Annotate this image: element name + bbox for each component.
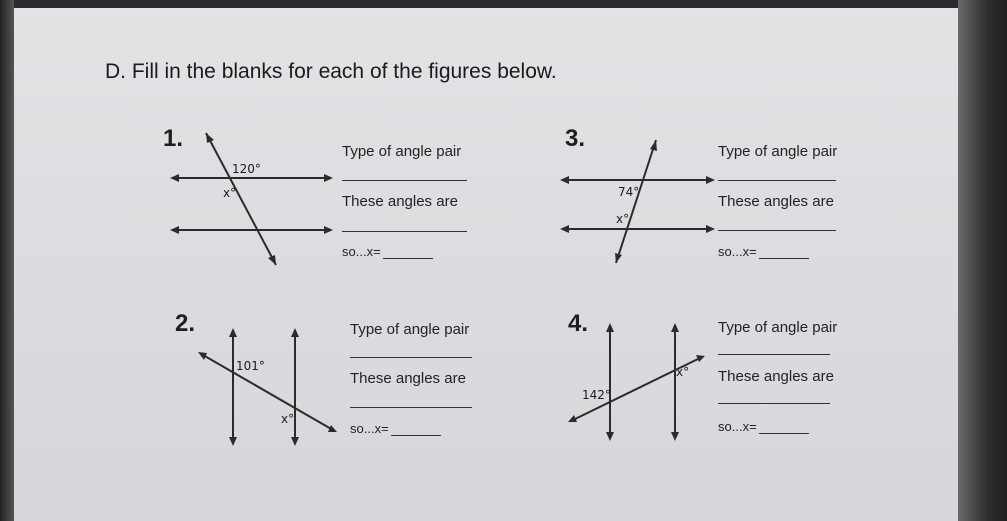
arrowhead [706,176,715,184]
arrowhead [671,323,679,332]
angle-label: 101° [236,359,265,373]
problem-1-figure [170,125,340,275]
arrowhead [291,437,299,446]
answer-blank[interactable] [759,422,809,434]
variable-label: x° [281,412,295,426]
these-blank[interactable] [342,231,467,232]
variable-label: x° [223,186,237,200]
arrowhead [650,140,657,151]
type-blank[interactable] [350,357,472,358]
problem-4-figure [565,320,715,445]
arrowhead [229,437,237,446]
arrowhead [560,225,569,233]
problem-1-number: 1. [163,125,184,152]
angle-label: 120° [232,162,261,176]
type-prompt: Type of angle pair [342,143,462,160]
background-left [0,0,14,521]
background-right [958,0,1007,521]
arrowhead [615,253,622,263]
transversal [206,133,276,265]
problem-4-number: 4. [568,310,589,337]
arrowhead [206,133,214,143]
problem-2-number: 2. [175,310,196,337]
arrowhead [268,255,276,265]
these-prompt: These angles are [718,368,834,385]
transversal [203,355,333,430]
arrowhead [671,432,679,441]
answer-blank[interactable] [391,424,441,436]
instruction-heading: D. Fill in the blanks for each of the figures below. [105,60,557,83]
arrowhead [170,174,179,182]
answer-blank[interactable] [759,247,809,259]
these-blank[interactable] [350,407,472,408]
arrowhead [229,328,237,337]
type-prompt: Type of angle pair [718,143,838,160]
type-blank[interactable] [342,180,467,181]
solve-prompt [718,419,809,434]
answer-blank[interactable] [383,247,433,259]
type-blank[interactable] [718,354,830,355]
transversal [616,140,656,263]
solve-label: so...x= [718,244,757,259]
arrowhead [706,225,715,233]
arrowhead [170,226,179,234]
type-prompt: Type of angle pair [718,319,838,336]
solve-label: so...x= [350,421,389,436]
solve-prompt [718,244,809,259]
problem-2-figure [195,325,345,455]
these-blank[interactable] [718,403,830,404]
angle-label: 142° [582,388,611,402]
solve-label: so...x= [342,244,381,259]
worksheet [14,8,958,521]
type-prompt: Type of angle pair [350,321,470,338]
problem-3-figure [560,135,720,275]
angle-label: 74° [618,185,640,199]
arrowhead [324,174,333,182]
these-prompt: These angles are [718,193,834,210]
solve-label: so...x= [718,419,757,434]
these-prompt: These angles are [342,193,458,210]
type-blank[interactable] [718,180,836,181]
variable-label: x° [676,365,690,379]
arrowhead [198,352,207,360]
problem-3-number: 3. [565,125,586,152]
arrowhead [324,226,333,234]
variable-label: x° [616,212,630,226]
arrowhead [606,323,614,332]
arrowhead [606,432,614,441]
these-prompt: These angles are [350,370,466,387]
arrowhead [291,328,299,337]
solve-prompt [350,421,441,436]
solve-prompt [342,244,433,259]
arrowhead [560,176,569,184]
these-blank[interactable] [718,230,836,231]
